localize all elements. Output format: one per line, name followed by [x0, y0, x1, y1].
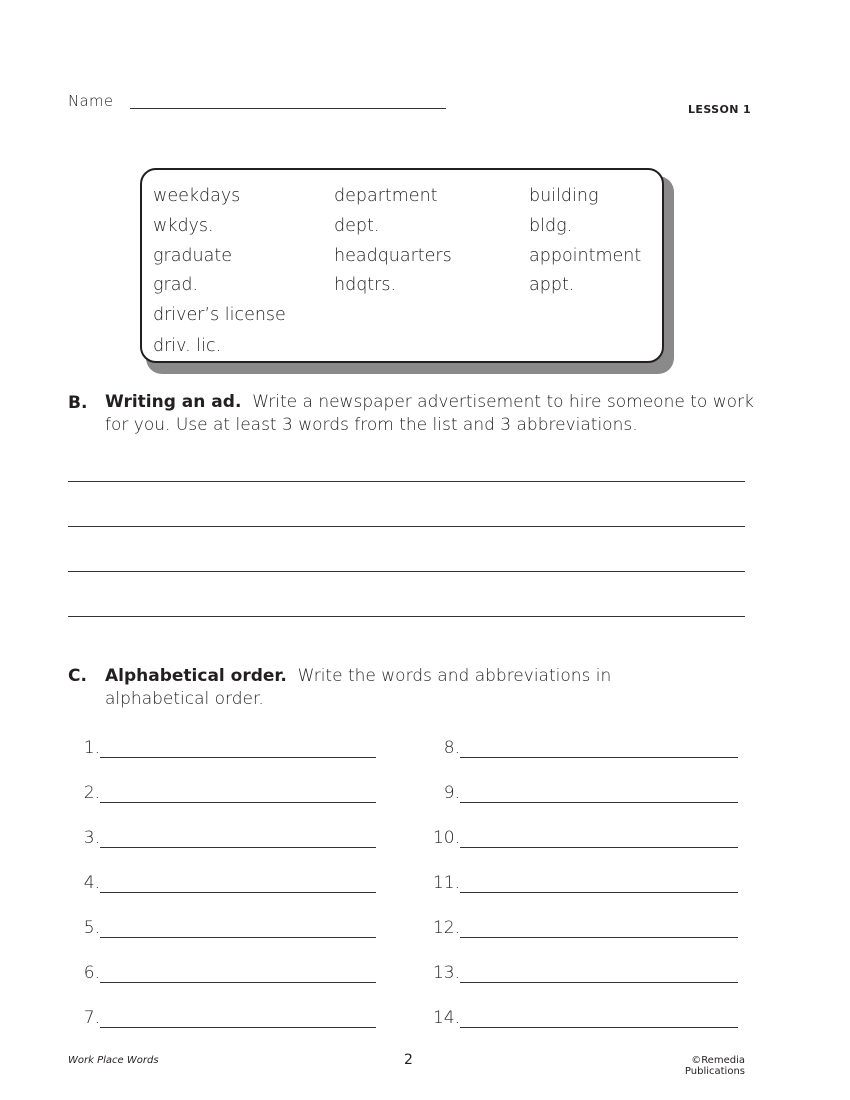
ad-writing-line[interactable] [68, 526, 745, 527]
lesson-label: LESSON 1 [688, 103, 752, 116]
section-c-instructions [105, 665, 611, 688]
answer-line[interactable] [100, 982, 376, 983]
answer-number: 8. [443, 738, 460, 758]
page-number: 2 [404, 1052, 413, 1068]
answer-number: 1. [83, 738, 100, 758]
section-b-text-line2: for you. Use at least 3 words from the list and 3 abbreviations. [105, 415, 638, 435]
answer-line[interactable] [460, 847, 738, 848]
name-field-line[interactable] [130, 108, 446, 109]
name-label: Name [68, 92, 114, 110]
word-box-item: weekdays [153, 186, 241, 206]
word-box-item: bldg. [529, 216, 573, 236]
word-box-item: building [529, 186, 599, 206]
answer-number: 4. [83, 873, 100, 893]
answer-number: 5. [83, 918, 100, 938]
answer-line[interactable] [460, 1027, 738, 1028]
word-box-item: headquarters [334, 246, 452, 266]
footer-copyright: ©Remedia Publications [684, 1055, 745, 1077]
answer-line[interactable] [100, 1027, 376, 1028]
section-b-letter: B. [68, 393, 88, 413]
word-box-item: appointment [529, 246, 642, 266]
word-box-item: department [334, 186, 438, 206]
answer-line[interactable] [100, 847, 376, 848]
word-box-item: driv. lic. [153, 336, 222, 356]
section-c-letter: C. [68, 666, 87, 686]
answer-line[interactable] [460, 937, 738, 938]
word-box-item: dept. [334, 216, 380, 236]
word-box-item: wkdys. [153, 216, 214, 236]
ad-writing-line[interactable] [68, 571, 745, 572]
answer-number: 7. [83, 1008, 100, 1028]
footer-title: Work Place Words [68, 1055, 159, 1066]
section-c-text-line2: alphabetical order. [105, 689, 264, 709]
answer-number: 6. [83, 963, 100, 983]
answer-number: 11. [432, 873, 460, 893]
answer-line[interactable] [100, 892, 376, 893]
section-b-text-line1: Write a newspaper advertisement to hire someone to work [252, 392, 754, 412]
answer-number: 10. [432, 828, 460, 848]
answer-line[interactable] [100, 937, 376, 938]
answer-number: 2. [83, 783, 100, 803]
section-c-title: Alphabetical order. [105, 666, 287, 686]
word-box-item: driver’s license [153, 305, 286, 325]
answer-line[interactable] [100, 802, 376, 803]
section-c-text-line1: Write the words and abbreviations in [297, 666, 612, 686]
answer-number: 3. [83, 828, 100, 848]
ad-writing-line[interactable] [68, 481, 745, 482]
word-box-item: appt. [529, 275, 575, 295]
answer-number: 14. [432, 1008, 460, 1028]
answer-number: 9. [443, 783, 460, 803]
section-b-instructions [105, 391, 754, 414]
word-box-item: hdqtrs. [334, 275, 397, 295]
answer-line[interactable] [460, 802, 738, 803]
answer-number: 12. [432, 918, 460, 938]
ad-writing-line[interactable] [68, 616, 745, 617]
answer-line[interactable] [460, 982, 738, 983]
answer-number: 13. [432, 963, 460, 983]
answer-line[interactable] [100, 757, 376, 758]
word-box-item: grad. [153, 275, 199, 295]
section-b-title: Writing an ad. [105, 392, 242, 412]
answer-line[interactable] [460, 892, 738, 893]
answer-line[interactable] [460, 757, 738, 758]
word-box-item: graduate [153, 246, 232, 266]
